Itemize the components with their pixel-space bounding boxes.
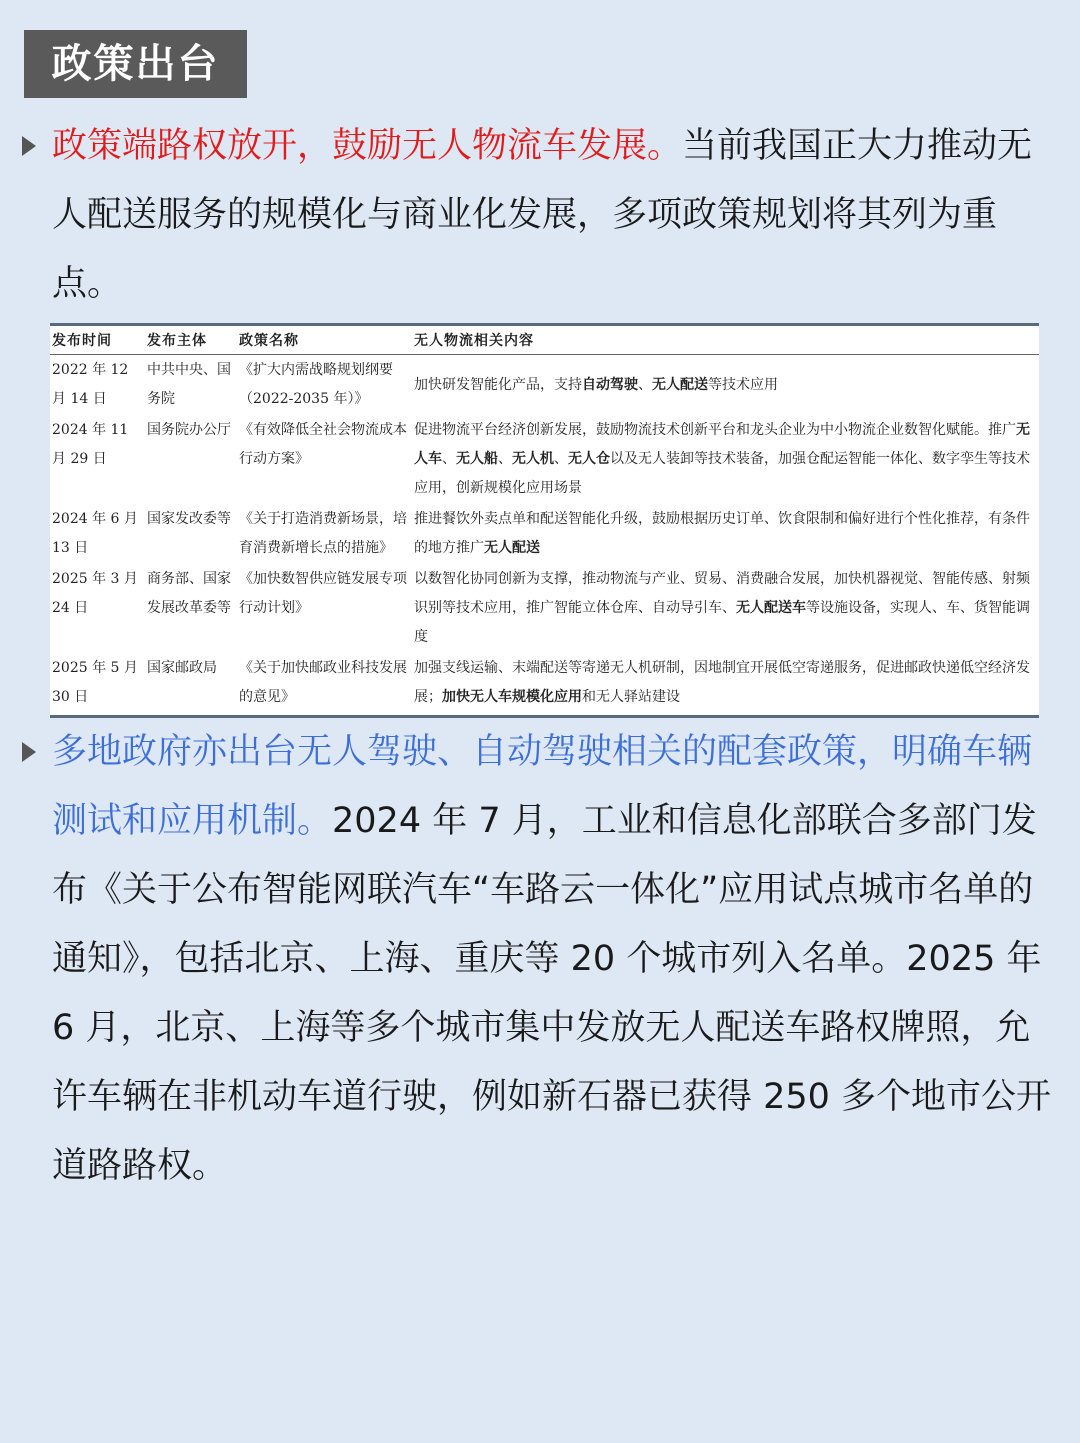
content-text: 加强支线运输、末端配送等寄递无人机研制，因地制宜开展低空寄递服务，促进邮政快递低空经济发展； [414,660,1030,705]
content-text: 和无人驿站建设 [582,689,680,705]
cell-content [412,564,1039,653]
content-text: 以及无人装卸等技术装备，加强仓配运智能一体化、数字孪生等技术应用，创新规模化应用场景 [414,451,1030,496]
content-text: 促进物流平台经济创新发展，鼓励物流技术创新平台和龙头企业为中小物流企业数智化赋能。推广 [414,422,1016,438]
header-issuer: 发布主体 [145,326,237,355]
cell-content [412,653,1039,713]
policy-table [50,323,1039,718]
content-emphasis: 无人配送 [652,376,708,393]
content-text: 加快研发智能化产品，支持 [414,376,582,393]
cell-issuer: 国家邮政局 [147,660,217,676]
triangle-bullet-icon [22,742,36,762]
content-emphasis: 无人仓 [568,451,610,467]
content-text: 、 [638,376,652,393]
content-text: 、 [442,451,456,467]
cell-date: 2022 年 12 月 14 日 [52,362,129,407]
content-text: 、 [554,451,568,467]
content-emphasis: 无人机 [512,451,554,467]
table-row [50,415,1039,504]
section-title: 政策出台 [24,30,247,98]
table-row [50,355,1039,416]
table-header-row [50,326,1039,355]
content-text: 等设施设备，实现人、车、货智能调度 [414,600,1030,645]
cell-content [412,504,1039,564]
bullet-paragraph-2 [52,718,1052,1201]
cell-policy-name: 《扩大内需战略规划纲要（2022-2035 年）》 [239,362,393,407]
cell-content [412,415,1039,504]
content-text: 、 [498,451,512,467]
cell-policy-name: 《关于加快邮政业科技发展的意见》 [239,660,407,705]
table-row [50,504,1039,564]
cell-date: 2025 年 5 月 30 日 [52,660,138,705]
header-content: 无人物流相关内容 [412,326,1039,355]
cell-issuer: 国务院办公厅 [147,422,231,438]
content-emphasis: 加快无人车规模化应用 [442,689,582,705]
bullet-2-body: 2024 年 7 月，工业和信息化部联合多部门发布《关于公布智能网联汽车“车路云一体化”应用试点城市名单的通知》，包括北京、上海、重庆等 20 个城市列入名单。2025 年 6 月，北京、上海等多个城市集中发放无人配送车路权牌照，允许车辆在非机动车道行驶，例如新石器已获得 250 多个地市公开道路路权。 [52,801,1052,1186]
header-policy-name: 政策名称 [237,326,412,355]
bullet-paragraph-1 [52,112,1052,319]
content-emphasis: 无人船 [456,451,498,467]
cell-date: 2025 年 3 月 24 日 [52,571,138,616]
content-emphasis: 无人车 [414,422,1030,467]
cell-content [412,355,1039,416]
cell-policy-name: 《加快数智供应链发展专项行动计划》 [239,571,407,616]
cell-policy-name: 《有效降低全社会物流成本行动方案》 [239,422,407,467]
content-emphasis: 无人配送车 [736,600,806,616]
cell-policy-name: 《关于打造消费新场景，培育消费新增长点的措施》 [239,511,407,556]
cell-date: 2024 年 6 月 13 日 [52,511,138,556]
table-row [50,653,1039,713]
table-row [50,564,1039,653]
content-emphasis: 无人配送 [484,540,540,556]
content-emphasis: 自动驾驶 [582,376,638,393]
cell-issuer: 中共中央、国务院 [147,362,231,407]
cell-issuer: 商务部、国家发展改革委等 [147,571,231,616]
content-text: 等技术应用 [708,376,778,393]
bullet-1-body: 当前我国正大力推动无人配送服务的规模化与商业化发展，多项政策规划将其列为重点。 [52,126,1033,304]
content-text: 推进餐饮外卖点单和配送智能化升级，鼓励根据历史订单、饮食限制和偏好进行个性化推荐，有条件的地方推广 [414,511,1030,556]
cell-issuer: 国家发改委等 [147,511,231,527]
content-text: 以数智化协同创新为支撑，推动物流与产业、贸易、消费融合发展，加快机器视觉、智能传感、射频识别等技术应用，推广智能立体仓库、自动导引车、 [414,571,1030,616]
header-date: 发布时间 [50,326,145,355]
bullet-1-highlight: 政策端路权放开，鼓励无人物流车发展。 [52,126,683,166]
cell-date: 2024 年 11 月 29 日 [52,422,129,467]
triangle-bullet-icon [22,136,36,156]
bullet-2-highlight: 多地政府亦出台无人驾驶、自动驾驶相关的配套政策，明确车辆测试和应用机制。 [52,732,1033,841]
